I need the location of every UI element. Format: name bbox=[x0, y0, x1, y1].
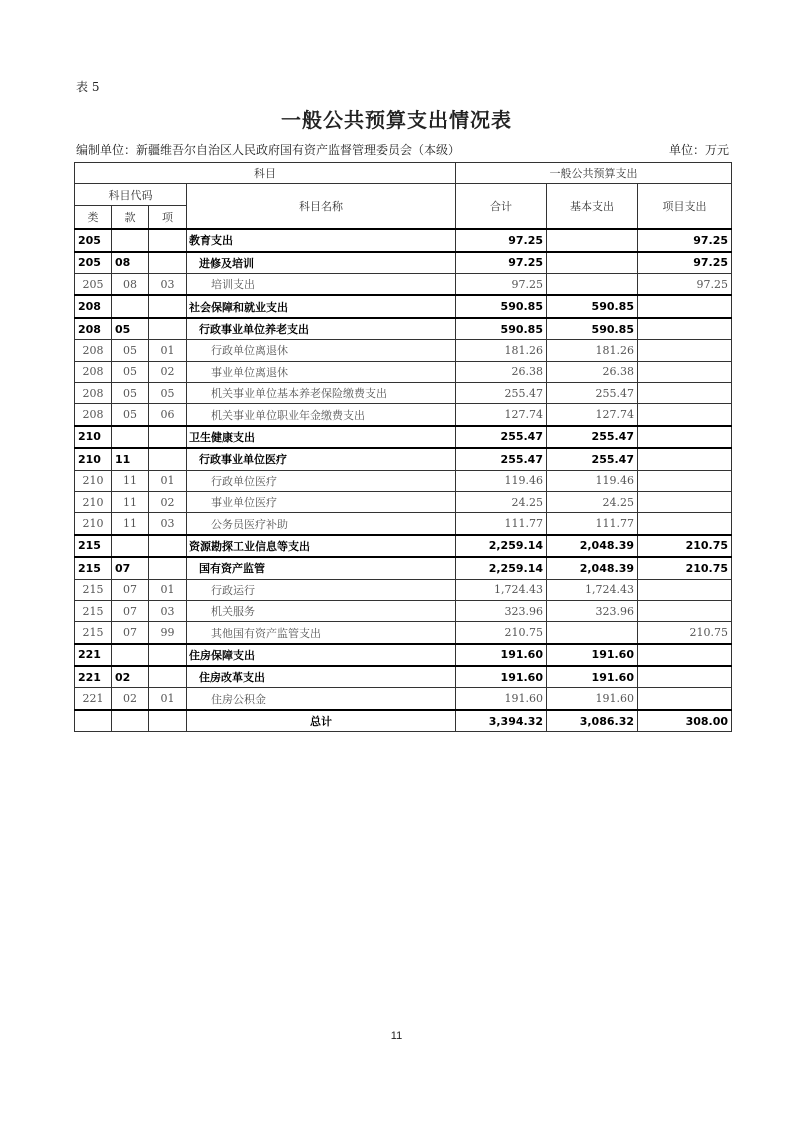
code-xiang bbox=[149, 666, 187, 688]
table-row bbox=[75, 622, 732, 644]
header-code: 科目代码 bbox=[75, 184, 187, 205]
subject-name: 其他国有资产监管支出 bbox=[187, 622, 456, 644]
basic-value: 590.85 bbox=[547, 318, 638, 340]
basic-value bbox=[547, 229, 638, 251]
code-kuan: 11 bbox=[112, 470, 149, 491]
code-xiang bbox=[149, 229, 187, 251]
project-value bbox=[638, 448, 732, 470]
total-value: 590.85 bbox=[456, 318, 547, 340]
summary-label: 总计 bbox=[187, 710, 456, 732]
table-row bbox=[75, 361, 732, 382]
code-xiang bbox=[149, 426, 187, 448]
code-xiang: 01 bbox=[149, 340, 187, 361]
code-kuan bbox=[112, 295, 149, 317]
project-value bbox=[638, 295, 732, 317]
project-value bbox=[638, 404, 732, 426]
basic-value: 119.46 bbox=[547, 470, 638, 491]
code-kuan: 11 bbox=[112, 448, 149, 470]
code-kuan: 07 bbox=[112, 622, 149, 644]
table-row bbox=[75, 404, 732, 426]
subject-name: 住房改革支出 bbox=[187, 666, 456, 688]
basic-value: 1,724.43 bbox=[547, 579, 638, 600]
code-lei: 210 bbox=[75, 470, 112, 491]
basic-value: 255.47 bbox=[547, 448, 638, 470]
project-value: 210.75 bbox=[638, 535, 732, 557]
table-row bbox=[75, 318, 732, 340]
basic-value: 127.74 bbox=[547, 404, 638, 426]
project-value bbox=[638, 688, 732, 710]
code-kuan: 11 bbox=[112, 491, 149, 512]
subject-name: 机关事业单位基本养老保险缴费支出 bbox=[187, 383, 456, 404]
code-xiang bbox=[149, 252, 187, 274]
currency-unit: 单位：万元 bbox=[668, 143, 729, 157]
code-xiang: 01 bbox=[149, 688, 187, 710]
total-value: 1,724.43 bbox=[456, 579, 547, 600]
code-kuan bbox=[112, 426, 149, 448]
total-value: 181.26 bbox=[456, 340, 547, 361]
header-name: 科目名称 bbox=[187, 184, 456, 229]
header-total: 合计 bbox=[456, 184, 547, 229]
code-kuan: 11 bbox=[112, 513, 149, 535]
code-xiang: 03 bbox=[149, 274, 187, 296]
code-xiang: 03 bbox=[149, 600, 187, 621]
table-row bbox=[75, 688, 732, 710]
subject-name: 住房保障支出 bbox=[187, 644, 456, 666]
header-row bbox=[75, 184, 732, 205]
project-value: 97.25 bbox=[638, 274, 732, 296]
compiling-unit: 编制单位：新疆维吾尔自治区人民政府国有资产监督管理委员会（本级） bbox=[76, 143, 461, 157]
subject-name: 行政事业单位医疗 bbox=[187, 448, 456, 470]
summary-total: 3,394.32 bbox=[456, 710, 547, 732]
code-kuan: 05 bbox=[112, 340, 149, 361]
total-value: 2,259.14 bbox=[456, 557, 547, 579]
budget-table bbox=[74, 162, 732, 732]
code-kuan bbox=[112, 535, 149, 557]
table-row bbox=[75, 252, 732, 274]
project-value bbox=[638, 426, 732, 448]
project-value: 97.25 bbox=[638, 252, 732, 274]
subject-name: 社会保障和就业支出 bbox=[187, 295, 456, 317]
code-kuan: 08 bbox=[112, 252, 149, 274]
subject-name: 住房公积金 bbox=[187, 688, 456, 710]
code-kuan: 08 bbox=[112, 274, 149, 296]
total-value: 26.38 bbox=[456, 361, 547, 382]
code-lei: 208 bbox=[75, 361, 112, 382]
total-value: 97.25 bbox=[456, 229, 547, 251]
subject-name: 培训支出 bbox=[187, 274, 456, 296]
basic-value bbox=[547, 252, 638, 274]
code-kuan: 05 bbox=[112, 404, 149, 426]
total-value: 111.77 bbox=[456, 513, 547, 535]
code-kuan: 02 bbox=[112, 666, 149, 688]
code-lei: 205 bbox=[75, 252, 112, 274]
project-value bbox=[638, 513, 732, 535]
basic-value bbox=[547, 622, 638, 644]
code-lei: 221 bbox=[75, 666, 112, 688]
subject-name: 机关服务 bbox=[187, 600, 456, 621]
code-xiang: 01 bbox=[149, 579, 187, 600]
basic-value: 2,048.39 bbox=[547, 535, 638, 557]
table-row bbox=[75, 644, 732, 666]
subject-name: 机关事业单位职业年金缴费支出 bbox=[187, 404, 456, 426]
total-value: 590.85 bbox=[456, 295, 547, 317]
table-row bbox=[75, 535, 732, 557]
total-value: 97.25 bbox=[456, 252, 547, 274]
total-value: 191.60 bbox=[456, 666, 547, 688]
code-lei: 215 bbox=[75, 579, 112, 600]
summary-basic: 3,086.32 bbox=[547, 710, 638, 732]
header-row bbox=[75, 163, 732, 184]
code-lei: 215 bbox=[75, 557, 112, 579]
project-value: 210.75 bbox=[638, 622, 732, 644]
subject-name: 公务员医疗补助 bbox=[187, 513, 456, 535]
page-number: 11 bbox=[390, 1030, 403, 1042]
code-lei: 215 bbox=[75, 622, 112, 644]
total-value: 210.75 bbox=[456, 622, 547, 644]
code-xiang: 02 bbox=[149, 491, 187, 512]
code-xiang: 01 bbox=[149, 470, 187, 491]
project-value bbox=[638, 470, 732, 491]
project-value bbox=[638, 579, 732, 600]
subject-name: 进修及培训 bbox=[187, 252, 456, 274]
code-kuan bbox=[112, 644, 149, 666]
header-subject: 科目 bbox=[75, 163, 456, 184]
project-value bbox=[638, 666, 732, 688]
code-xiang bbox=[149, 644, 187, 666]
subject-name: 卫生健康支出 bbox=[187, 426, 456, 448]
code-kuan: 07 bbox=[112, 557, 149, 579]
code-xiang: 02 bbox=[149, 361, 187, 382]
total-value: 255.47 bbox=[456, 448, 547, 470]
summary-project: 308.00 bbox=[638, 710, 732, 732]
basic-value: 26.38 bbox=[547, 361, 638, 382]
subject-name: 行政单位医疗 bbox=[187, 470, 456, 491]
code-lei: 215 bbox=[75, 535, 112, 557]
project-value bbox=[638, 491, 732, 512]
summary-row bbox=[75, 710, 732, 732]
table-row bbox=[75, 491, 732, 512]
subject-name: 行政事业单位养老支出 bbox=[187, 318, 456, 340]
code-lei: 208 bbox=[75, 340, 112, 361]
basic-value: 255.47 bbox=[547, 383, 638, 404]
project-value: 97.25 bbox=[638, 229, 732, 251]
code-xiang bbox=[149, 318, 187, 340]
subject-name: 行政运行 bbox=[187, 579, 456, 600]
basic-value: 323.96 bbox=[547, 600, 638, 621]
subject-name: 事业单位医疗 bbox=[187, 491, 456, 512]
subject-name: 教育支出 bbox=[187, 229, 456, 251]
code-lei: 221 bbox=[75, 688, 112, 710]
code-lei: 210 bbox=[75, 426, 112, 448]
code-kuan: 07 bbox=[112, 600, 149, 621]
project-value bbox=[638, 383, 732, 404]
code-xiang: 99 bbox=[149, 622, 187, 644]
table-row bbox=[75, 600, 732, 621]
table-row bbox=[75, 340, 732, 361]
basic-value: 181.26 bbox=[547, 340, 638, 361]
total-value: 191.60 bbox=[456, 644, 547, 666]
total-value: 127.74 bbox=[456, 404, 547, 426]
basic-value: 191.60 bbox=[547, 644, 638, 666]
basic-value: 191.60 bbox=[547, 666, 638, 688]
code-lei: 210 bbox=[75, 448, 112, 470]
table-row bbox=[75, 513, 732, 535]
code-lei: 221 bbox=[75, 644, 112, 666]
code-xiang bbox=[149, 535, 187, 557]
project-value bbox=[638, 361, 732, 382]
code-xiang bbox=[149, 295, 187, 317]
total-value: 255.47 bbox=[456, 426, 547, 448]
table-row bbox=[75, 383, 732, 404]
project-value: 210.75 bbox=[638, 557, 732, 579]
table-row bbox=[75, 426, 732, 448]
project-value bbox=[638, 340, 732, 361]
table-row bbox=[75, 666, 732, 688]
code-xiang bbox=[149, 557, 187, 579]
code-lei: 205 bbox=[75, 229, 112, 251]
code-lei: 215 bbox=[75, 600, 112, 621]
total-value: 2,259.14 bbox=[456, 535, 547, 557]
code-kuan: 02 bbox=[112, 688, 149, 710]
basic-value: 255.47 bbox=[547, 426, 638, 448]
subject-name: 国有资产监管 bbox=[187, 557, 456, 579]
table-row bbox=[75, 274, 732, 296]
table-row bbox=[75, 229, 732, 251]
code-xiang: 06 bbox=[149, 404, 187, 426]
basic-value bbox=[547, 274, 638, 296]
code-lei: 208 bbox=[75, 295, 112, 317]
header-project: 项目支出 bbox=[638, 184, 732, 229]
basic-value: 191.60 bbox=[547, 688, 638, 710]
code-xiang bbox=[149, 448, 187, 470]
table-row bbox=[75, 470, 732, 491]
project-value bbox=[638, 644, 732, 666]
total-value: 323.96 bbox=[456, 600, 547, 621]
total-value: 24.25 bbox=[456, 491, 547, 512]
header-lei: 类 bbox=[75, 205, 112, 229]
total-value: 191.60 bbox=[456, 688, 547, 710]
subject-name: 资源勘探工业信息等支出 bbox=[187, 535, 456, 557]
code-xiang: 05 bbox=[149, 383, 187, 404]
basic-value: 590.85 bbox=[547, 295, 638, 317]
total-value: 97.25 bbox=[456, 274, 547, 296]
header-xiang: 项 bbox=[149, 205, 187, 229]
code-lei: 210 bbox=[75, 513, 112, 535]
subject-name: 行政单位离退休 bbox=[187, 340, 456, 361]
project-value bbox=[638, 318, 732, 340]
page-title: 一般公共预算支出情况表 bbox=[281, 108, 512, 132]
code-xiang: 03 bbox=[149, 513, 187, 535]
header-kuan: 款 bbox=[112, 205, 149, 229]
code-kuan: 07 bbox=[112, 579, 149, 600]
code-kuan: 05 bbox=[112, 318, 149, 340]
header-budget: 一般公共预算支出 bbox=[456, 163, 732, 184]
table-row bbox=[75, 295, 732, 317]
code-lei: 205 bbox=[75, 274, 112, 296]
subject-name: 事业单位离退休 bbox=[187, 361, 456, 382]
code-kuan: 05 bbox=[112, 361, 149, 382]
code-lei: 208 bbox=[75, 404, 112, 426]
basic-value: 24.25 bbox=[547, 491, 638, 512]
basic-value: 111.77 bbox=[547, 513, 638, 535]
total-value: 255.47 bbox=[456, 383, 547, 404]
code-lei: 208 bbox=[75, 318, 112, 340]
table-row bbox=[75, 579, 732, 600]
code-lei: 208 bbox=[75, 383, 112, 404]
basic-value: 2,048.39 bbox=[547, 557, 638, 579]
table-row bbox=[75, 557, 732, 579]
code-kuan: 05 bbox=[112, 383, 149, 404]
code-lei: 210 bbox=[75, 491, 112, 512]
project-value bbox=[638, 600, 732, 621]
table-number: 表 5 bbox=[76, 80, 100, 94]
total-value: 119.46 bbox=[456, 470, 547, 491]
code-kuan bbox=[112, 229, 149, 251]
table-row bbox=[75, 448, 732, 470]
header-basic: 基本支出 bbox=[547, 184, 638, 229]
